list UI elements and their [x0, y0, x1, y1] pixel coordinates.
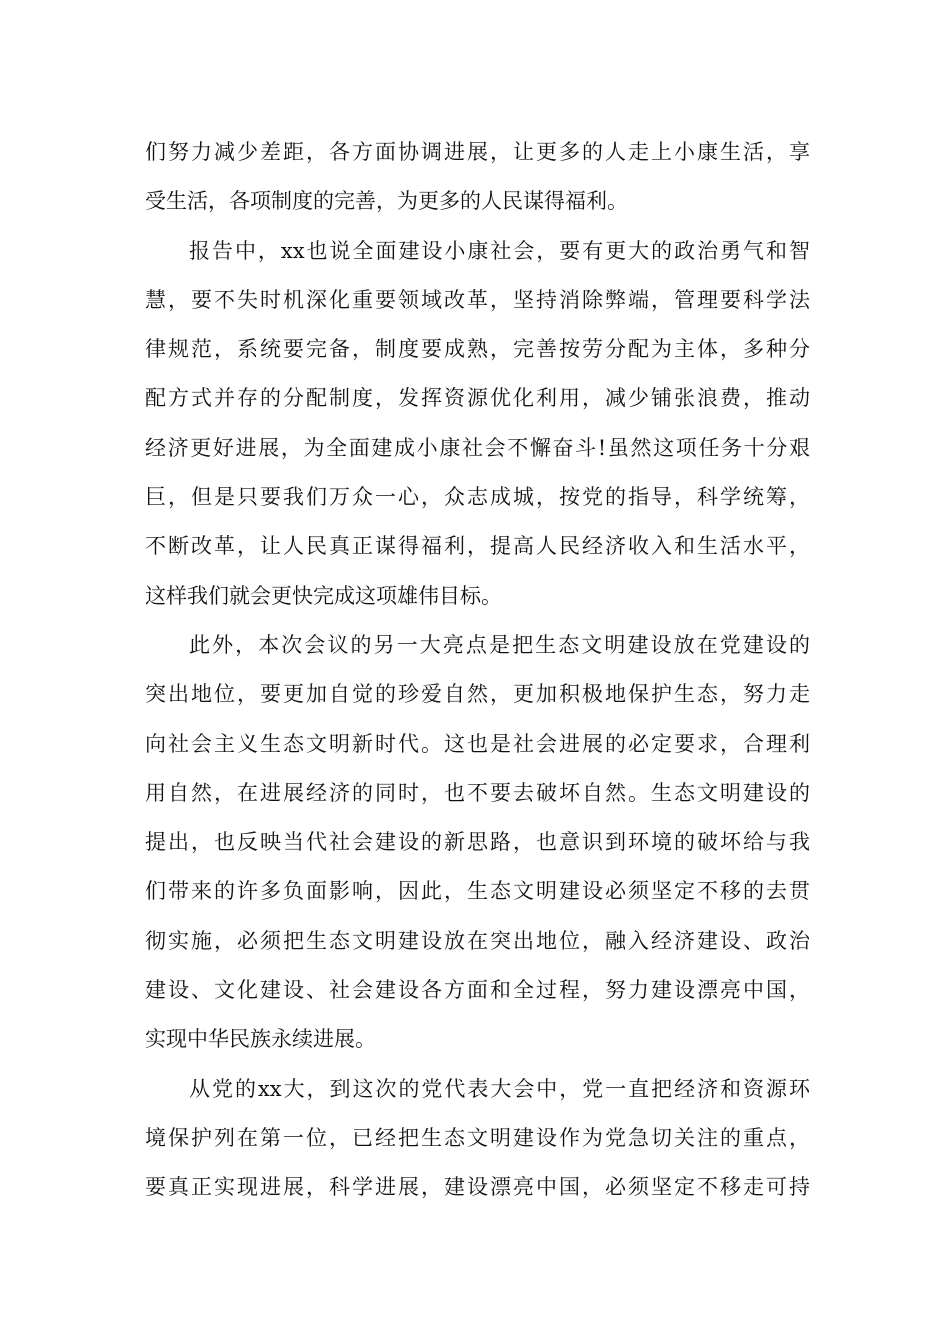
text-line: 此外，本次会议的另一大亮点是把生态文明建设放在党建设的: [189, 632, 810, 657]
text-line: 受生活，各项制度的完善，为更多的人民谋得福利。: [145, 189, 628, 214]
text-line: 律规范，系统要完备，制度要成熟，完善按劳分配为主体，多种分: [145, 337, 810, 362]
text-line: 从党的xx大，到这次的党代表大会中，党一直把经济和资源环: [189, 1076, 810, 1101]
text-line: 不断改革，让人民真正谋得福利，提高人民经济收入和生活水平，: [145, 534, 810, 559]
text-line: 巨，但是只要我们万众一心，众志成城，按党的指导，科学统筹，: [145, 485, 810, 510]
text-line: 们努力减少差距，各方面协调进展，让更多的人走上小康生活，享: [145, 140, 810, 164]
text-line: 这样我们就会更快完成这项雄伟目标。: [145, 583, 502, 608]
text-line: 境保护列在第一位，已经把生态文明建设作为党急切关注的重点，: [145, 1125, 810, 1150]
text-line: 经济更好进展，为全面建成小康社会不懈奋斗!虽然这项任务十分艰: [145, 435, 810, 460]
text-line: 配方式并存的分配制度，发挥资源优化利用，减少铺张浪费，推动: [145, 386, 810, 411]
text-line: 提出，也反映当代社会建设的新思路，也意识到环境的破坏给与我: [145, 830, 810, 855]
text-line: 要真正实现进展，科学进展，建设漂亮中国，必须坚定不移走可持: [145, 1175, 810, 1200]
text-line: 彻实施，必须把生态文明建设放在突出地位，融入经济建设、政治: [145, 928, 810, 953]
text-line: 向社会主义生态文明新时代。这也是社会进展的必定要求，合理利: [145, 731, 810, 756]
text-line: 们带来的许多负面影响，因此，生态文明建设必须坚定不移的去贯: [145, 879, 810, 904]
text-line: 突出地位，要更加自觉的珍爱自然，更加积极地保护生态，努力走: [145, 682, 810, 707]
text-line: 用自然，在进展经济的同时，也不要去破坏自然。生态文明建设的: [145, 780, 810, 805]
text-line: 慧，要不失时机深化重要领域改革，坚持消除弊端，管理要科学法: [145, 287, 810, 312]
text-line: 建设、文化建设、社会建设各方面和全过程，努力建设漂亮中国，: [145, 978, 810, 1003]
text-line: 报告中，xx也说全面建设小康社会，要有更大的政治勇气和智: [189, 238, 810, 263]
document-body: [145, 128, 810, 1213]
text-line: 实现中华民族永续进展。: [145, 1027, 376, 1052]
